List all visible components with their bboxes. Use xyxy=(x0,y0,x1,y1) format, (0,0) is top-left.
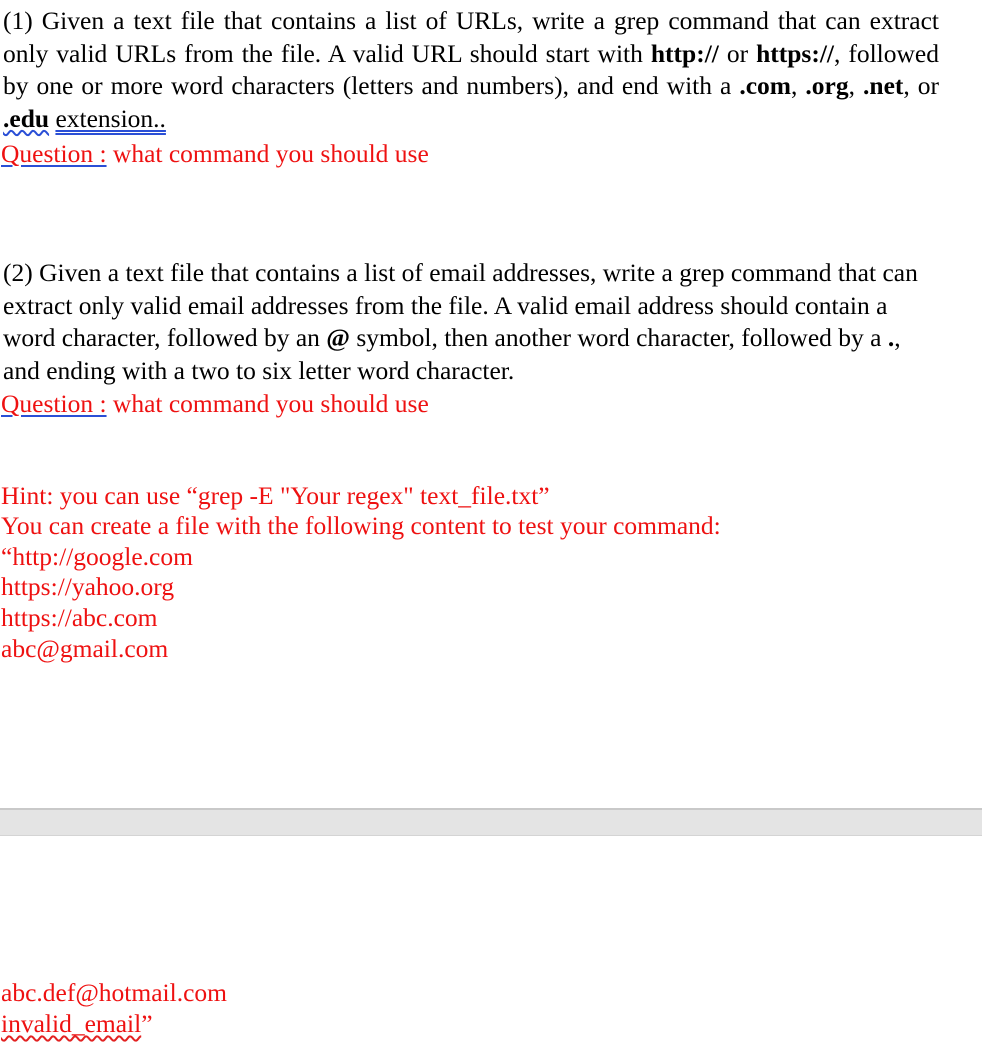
q1-separator: , xyxy=(791,71,806,100)
q2-dot-symbol: . xyxy=(887,323,895,352)
q1-separator: , xyxy=(848,71,864,100)
q1-ext-net: .net xyxy=(863,71,904,100)
q1-http: http:// xyxy=(650,38,719,68)
q1-ext-edu: .edu xyxy=(3,103,50,133)
q2-at-symbol: @ xyxy=(326,323,350,352)
q1-extension-word: extension.. xyxy=(55,103,166,133)
q1-ext-org: .org xyxy=(805,71,849,100)
sample-line: “http://google.com xyxy=(1,542,193,571)
sample-line: https://abc.com xyxy=(1,603,158,632)
q1-ext-com: .com xyxy=(739,71,792,100)
question-2-paragraph xyxy=(3,257,923,387)
hint-instructions: You can create a file with the following content to test your command: xyxy=(1,511,721,540)
q1-text-continued: , followed by one or more word characters (letters and numbers), and end with a xyxy=(3,38,939,100)
question-2-text: what command you should use xyxy=(106,389,429,418)
question-1-label: Question : xyxy=(1,139,107,168)
sample-line-invalid xyxy=(1,1008,153,1039)
q1-text: (1) Given a text file that contains a list of URLs, write a grep command that can extract only valid URLs from the file. A valid URL should start with xyxy=(3,6,939,68)
question-1-prompt xyxy=(1,138,429,169)
sample-line: abc.def@hotmail.com xyxy=(1,978,227,1007)
hint-line: Hint: you can use “grep -E "Your regex" text_file.txt” xyxy=(1,481,550,510)
invalid-email-text: invalid_email xyxy=(1,1009,142,1038)
sample-line: abc@gmail.com xyxy=(1,634,169,663)
q2-text-continued: symbol, then another word character, followed by a xyxy=(350,323,888,352)
q1-https: https:// xyxy=(756,38,834,68)
closing-quote: ” xyxy=(141,1009,153,1038)
question-2-prompt xyxy=(1,388,429,419)
q1-or: or xyxy=(718,38,757,68)
sample-line: https://yahoo.org xyxy=(1,572,175,601)
question-1-text: what command you should use xyxy=(106,139,429,168)
q1-or-2: , or xyxy=(903,71,940,100)
q2-text-end: , and ending with a two to six letter word character. xyxy=(3,323,901,385)
q2-text: (2) Given a text file that contains a list of email addresses, write a grep command that can extract only valid email addresses from the file. A valid email address should contain a word character, followed by an xyxy=(3,258,918,352)
question-1-paragraph xyxy=(3,5,939,135)
question-2-label: Question : xyxy=(1,389,107,418)
page-break-separator xyxy=(0,808,982,836)
